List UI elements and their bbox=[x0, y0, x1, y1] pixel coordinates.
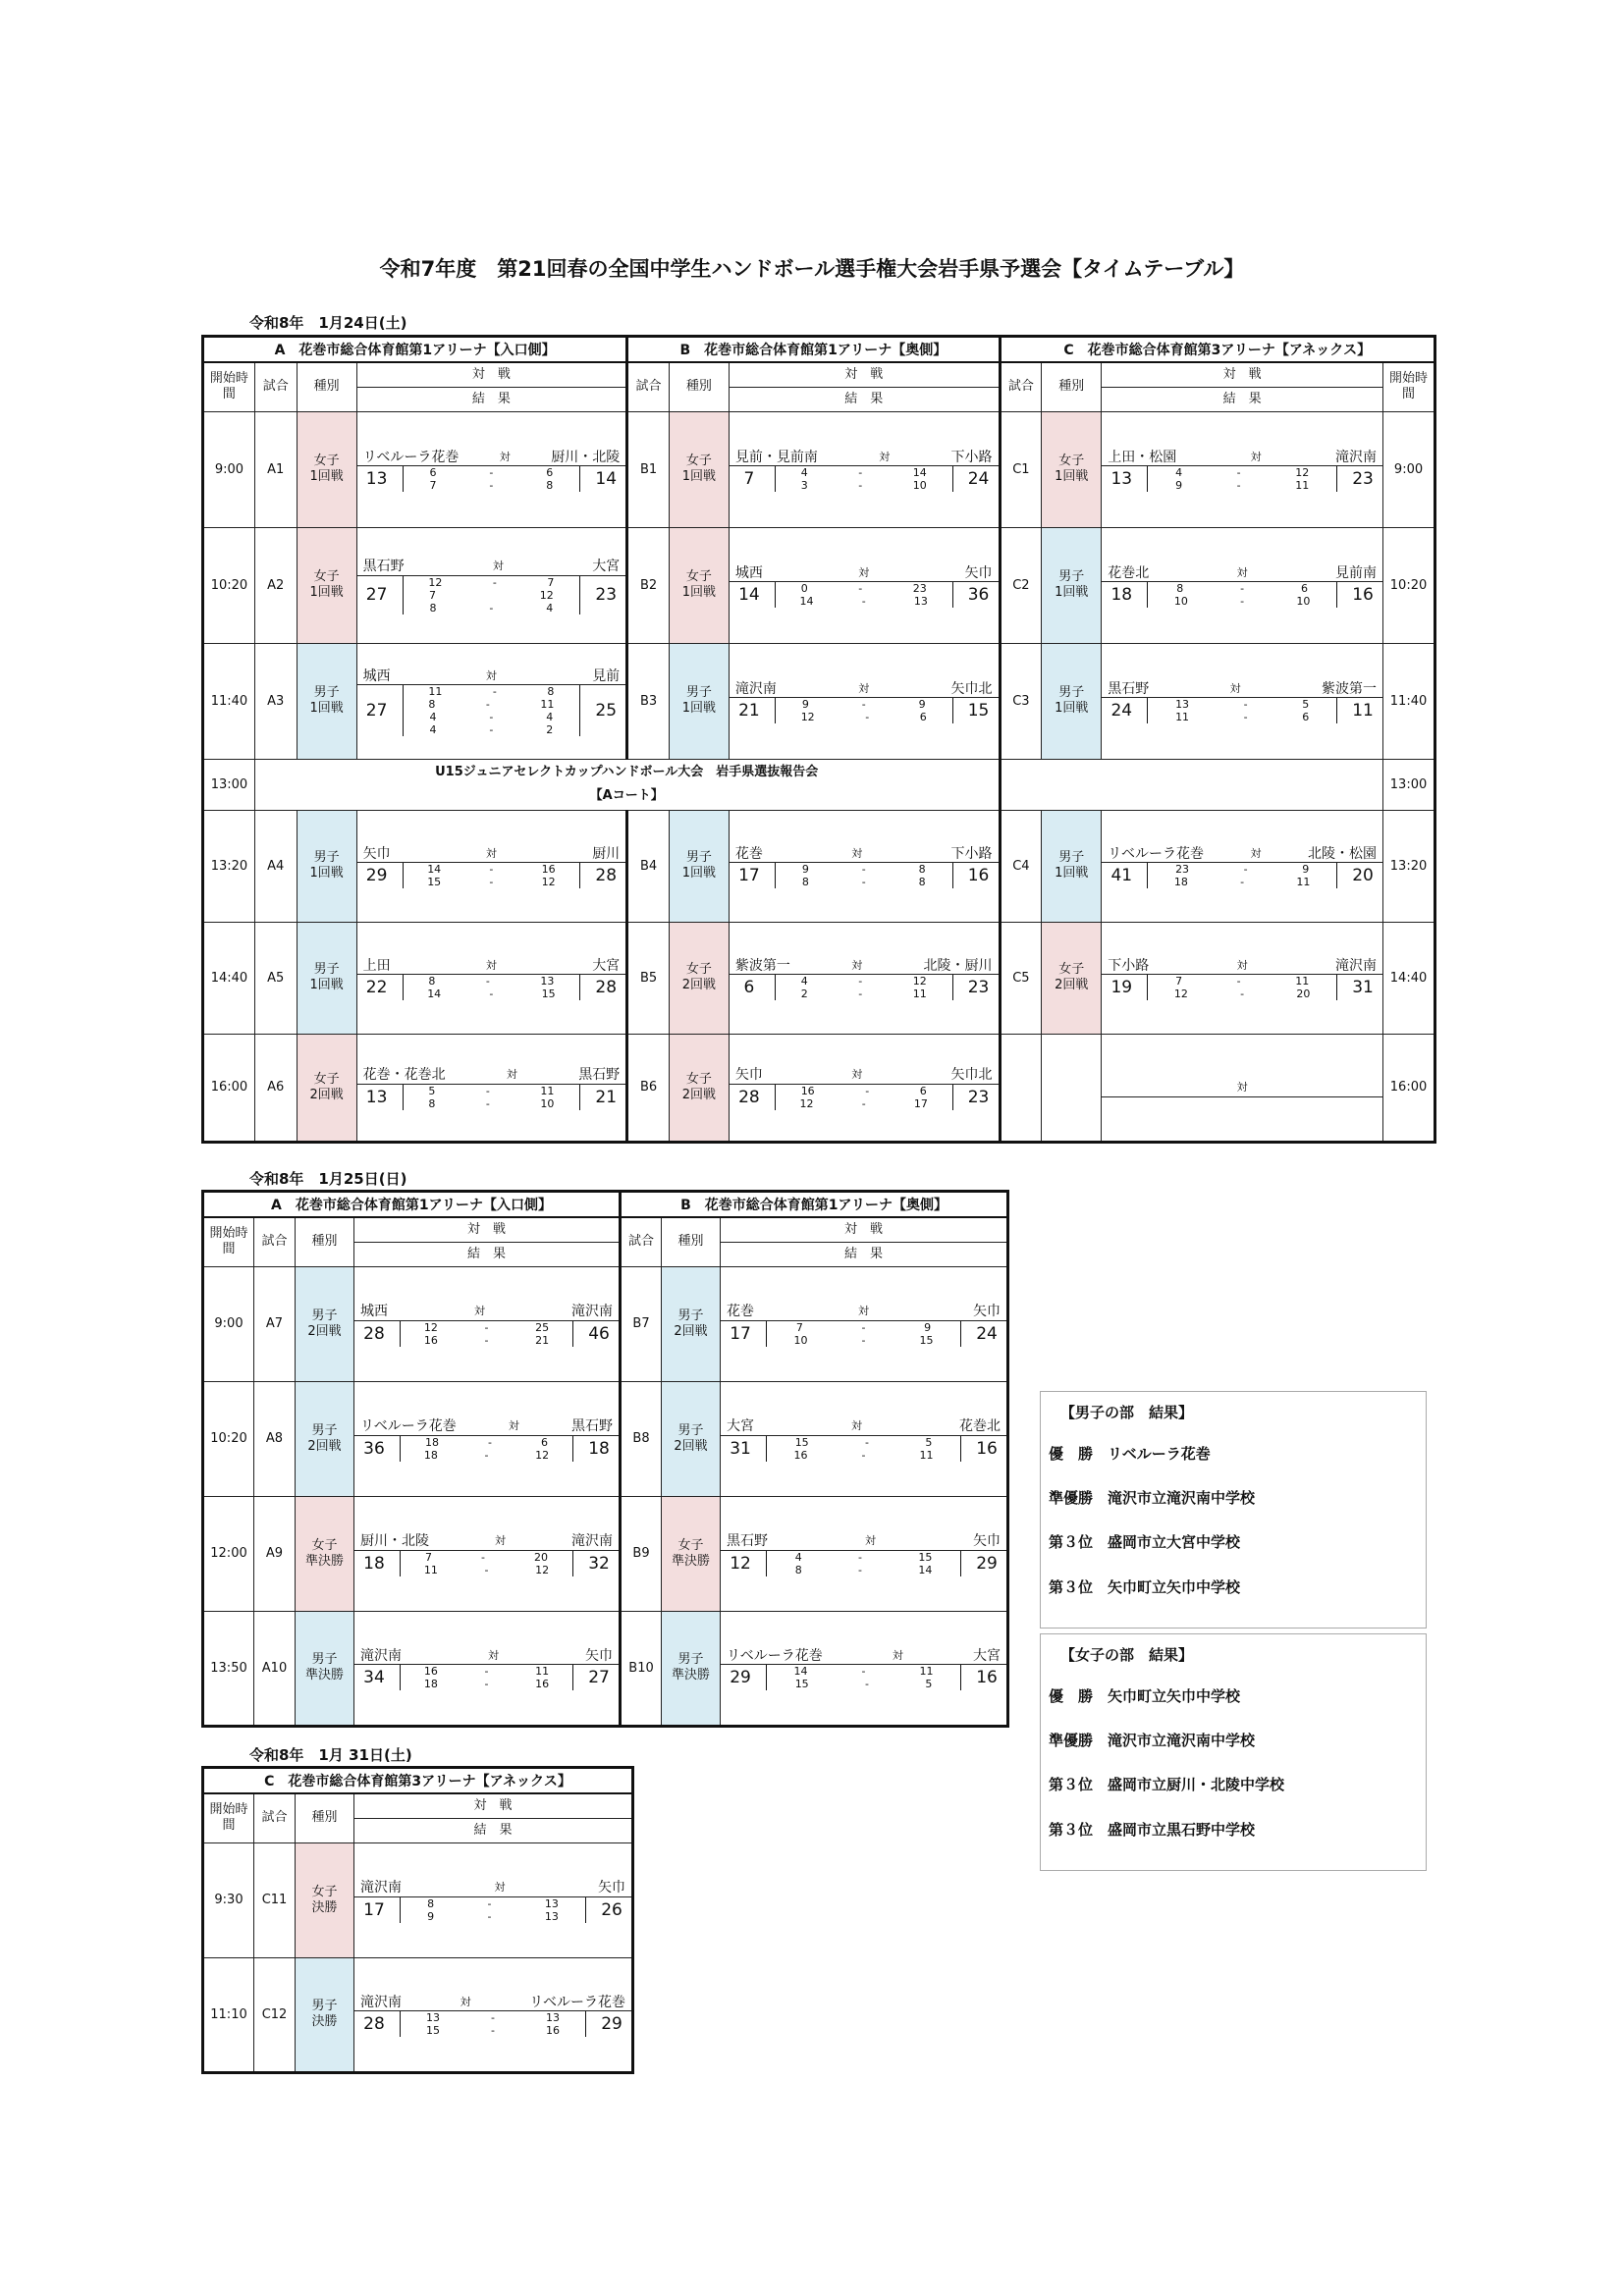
venue-c-header: C 花巻市総合体育館第3アリーナ【アネックス】 bbox=[1000, 337, 1435, 362]
boys-result-row: 準優勝 滝沢市立滝沢南中学校 bbox=[1049, 1489, 1256, 1507]
kind-header: 種別 bbox=[669, 362, 729, 412]
venue-b-header: B 花巻市総合体育館第1アリーナ【奥側】 bbox=[621, 1192, 1008, 1217]
kind-header: 種別 bbox=[297, 362, 356, 412]
match-header: 試合 bbox=[1000, 362, 1042, 412]
start-time-header: 開始時間 bbox=[203, 362, 255, 412]
start-time-header: 開始時間 bbox=[1383, 362, 1435, 412]
table-row: 10:20 A2 女子 1回戦 黒石野 対 大宮 27 12 - 7 7 12 8 - 4 23 B2 女子 1回戦 城西 対 矢巾 14 0 - 23 14 - 13 36 C2 男子 1回戦 花巻北 対 見前南 18 8 - 6 10 - 10 16 10:20 bbox=[203, 527, 1435, 643]
matchup-header: 対 戦 結 果 bbox=[356, 362, 627, 412]
day1-date: 令和8年 1月24日(土) bbox=[249, 314, 407, 332]
girls-results-heading: 【女子の部 結果】 bbox=[1060, 1646, 1194, 1664]
girls-result-row: 第３位 盛岡市立黒石野中学校 bbox=[1049, 1821, 1256, 1839]
venue-b-header: B 花巻市総合体育館第1アリーナ【奥側】 bbox=[627, 337, 1000, 362]
event-row: 13:00 U15ジュニアセレクトカップハンドボール大会 岩手県選抜報告会 【Aコート】 13:00 bbox=[203, 759, 1435, 810]
day3-timetable: C 花巻市総合体育館第3アリーナ【アネックス】 開始時間 試合 種別 対 戦 結 果 9:30 C11 女子 決勝 滝沢南 対 矢巾 17 8 - 13 9 - 13 26 11:10 C12 男子 決勝 滝沢南 対 リベルーラ花巻 28 13 - 13 15 - 16 29 bbox=[201, 1766, 634, 2074]
match-header: 試合 bbox=[627, 362, 670, 412]
venue-a-header: A 花巻市総合体育館第1アリーナ【入口側】 bbox=[203, 1192, 621, 1217]
matchup-header: 対 戦 結 果 bbox=[1102, 362, 1383, 412]
table-row: 11:40 A3 男子 1回戦 城西 対 見前 27 11 - 8 8 - 11 4 - 4 4 - 2 25 B3 男子 1回戦 滝沢南 対 矢巾北 21 9 - 9 12 - 6 15 C3 男子 1回戦 黒石野 対 紫波第一 24 13 - 5 11 - 6 11 11:40 bbox=[203, 643, 1435, 759]
girls-result-row: 準優勝 滝沢市立滝沢南中学校 bbox=[1049, 1732, 1256, 1749]
day2-timetable: A 花巻市総合体育館第1アリーナ【入口側】 B 花巻市総合体育館第1アリーナ【奥側】 開始時間 試合 種別 対 戦 結 果 試合 種別 対 戦 結 果 9:00 A7 男子 2回戦 城西 対 滝沢南 28 12 - 25 16 - 21 46 B7 男子 2回戦 花巻 対 矢巾 17 7 - 9 10 - 15 24 10:20 A8 男子 2回戦 リベルーラ花巻 対 黒石野 36 18 - 6 18 - 12 18 B8 男子 2回戦 大宮 対 花巻北 31 15 - 5 16 - 11 16 12:00 A9 女子 準決勝 厨川・北陵 対 滝沢南 18 7 - 20 11 - 12 32 B9 女子 準決勝 黒石野 対 矢巾 12 4 - 15 8 - 14 29 13:50 A10 男子 準決勝 滝沢南 対 矢巾 34 16 - 11 18 - 16 27 B10 男子 準決勝 リベルーラ花巻 対 大宮 29 14 - 11 15 - 5 16 bbox=[201, 1190, 1009, 1728]
match-header: 試合 bbox=[254, 362, 297, 412]
day3-date: 令和8年 1月 31日(土) bbox=[249, 1746, 412, 1764]
table-row: 13:50 A10 男子 準決勝 滝沢南 対 矢巾 34 16 - 11 18 - 16 27 B10 男子 準決勝 リベルーラ花巻 対 大宮 29 14 - 11 15 - 5 16 bbox=[203, 1611, 1008, 1726]
day2-date: 令和8年 1月25日(日) bbox=[249, 1170, 407, 1188]
table-row: 9:30 C11 女子 決勝 滝沢南 対 矢巾 17 8 - 13 9 - 13 26 bbox=[203, 1842, 633, 1957]
kind-header: 種別 bbox=[1042, 362, 1102, 412]
venue-a-header: A 花巻市総合体育館第1アリーナ【入口側】 bbox=[203, 337, 627, 362]
venue-c-header: C 花巻市総合体育館第3アリーナ【アネックス】 bbox=[203, 1768, 633, 1793]
matchup-header: 対 戦 結 果 bbox=[729, 362, 1000, 412]
table-row: 16:00 A6 女子 2回戦 花巻・花巻北 対 黒石野 13 5 - 11 8 - 10 21 B6 女子 2回戦 矢巾 対 矢巾北 28 16 - 6 12 - 17 23 対 16:00 bbox=[203, 1034, 1435, 1142]
table-row: 14:40 A5 男子 1回戦 上田 対 大宮 22 8 - 13 14 - 15 28 B5 女子 2回戦 紫波第一 対 北陵・厨川 6 4 - 12 2 - 11 23 C5 女子 2回戦 下小路 対 滝沢南 19 7 - 11 12 - 20 31 14:40 bbox=[203, 922, 1435, 1034]
event-title: U15ジュニアセレクトカップハンドボール大会 岩手県選抜報告会 bbox=[435, 765, 819, 779]
girls-result-row: 第３位 盛岡市立厨川・北陵中学校 bbox=[1049, 1776, 1285, 1793]
boys-results-heading: 【男子の部 結果】 bbox=[1060, 1404, 1194, 1421]
girls-results-panel bbox=[1040, 1633, 1427, 1871]
boys-result-row: 優 勝 リベルーラ花巻 bbox=[1049, 1445, 1211, 1463]
boys-result-row: 第３位 盛岡市立大宮中学校 bbox=[1049, 1533, 1241, 1551]
boys-results-panel bbox=[1040, 1391, 1427, 1629]
table-row: 11:10 C12 男子 決勝 滝沢南 対 リベルーラ花巻 28 13 - 13 15 - 16 29 bbox=[203, 1957, 633, 2072]
table-row: 10:20 A8 男子 2回戦 リベルーラ花巻 対 黒石野 36 18 - 6 18 - 12 18 B8 男子 2回戦 大宮 対 花巻北 31 15 - 5 16 - 11 16 bbox=[203, 1381, 1008, 1496]
table-row: 9:00 A7 男子 2回戦 城西 対 滝沢南 28 12 - 25 16 - 21 46 B7 男子 2回戦 花巻 対 矢巾 17 7 - 9 10 - 15 24 bbox=[203, 1266, 1008, 1381]
boys-result-row: 第３位 矢巾町立矢巾中学校 bbox=[1049, 1578, 1241, 1596]
table-row: 9:00 A1 女子 1回戦 リベルーラ花巻 対 厨川・北陵 13 6 - 6 7 - 8 14 B1 女子 1回戦 見前・見前南 対 下小路 7 4 - 14 3 - 10 24 C1 女子 1回戦 上田・松園 対 滝沢南 13 4 - 12 9 - 11 23 9:00 bbox=[203, 411, 1435, 527]
event-court: 【Aコート】 bbox=[589, 788, 664, 803]
girls-result-row: 優 勝 矢巾町立矢巾中学校 bbox=[1049, 1687, 1241, 1705]
table-row: 13:20 A4 男子 1回戦 矢巾 対 厨川 29 14 - 16 15 - 12 28 B4 男子 1回戦 花巻 対 下小路 17 9 - 8 8 - 8 16 C4 男子 1回戦 リベルーラ花巻 対 北陵・松園 41 23 - 9 18 - 11 20 13:20 bbox=[203, 810, 1435, 922]
day1-timetable bbox=[201, 335, 1436, 1144]
page-title: 令和7年度 第21回春の全国中学生ハンドボール選手権大会岩手県予選会【タイムテーブル】 bbox=[379, 257, 1245, 281]
table-row: 12:00 A9 女子 準決勝 厨川・北陵 対 滝沢南 18 7 - 20 11 - 12 32 B9 女子 準決勝 黒石野 対 矢巾 12 4 - 15 8 - 14 29 bbox=[203, 1496, 1008, 1611]
